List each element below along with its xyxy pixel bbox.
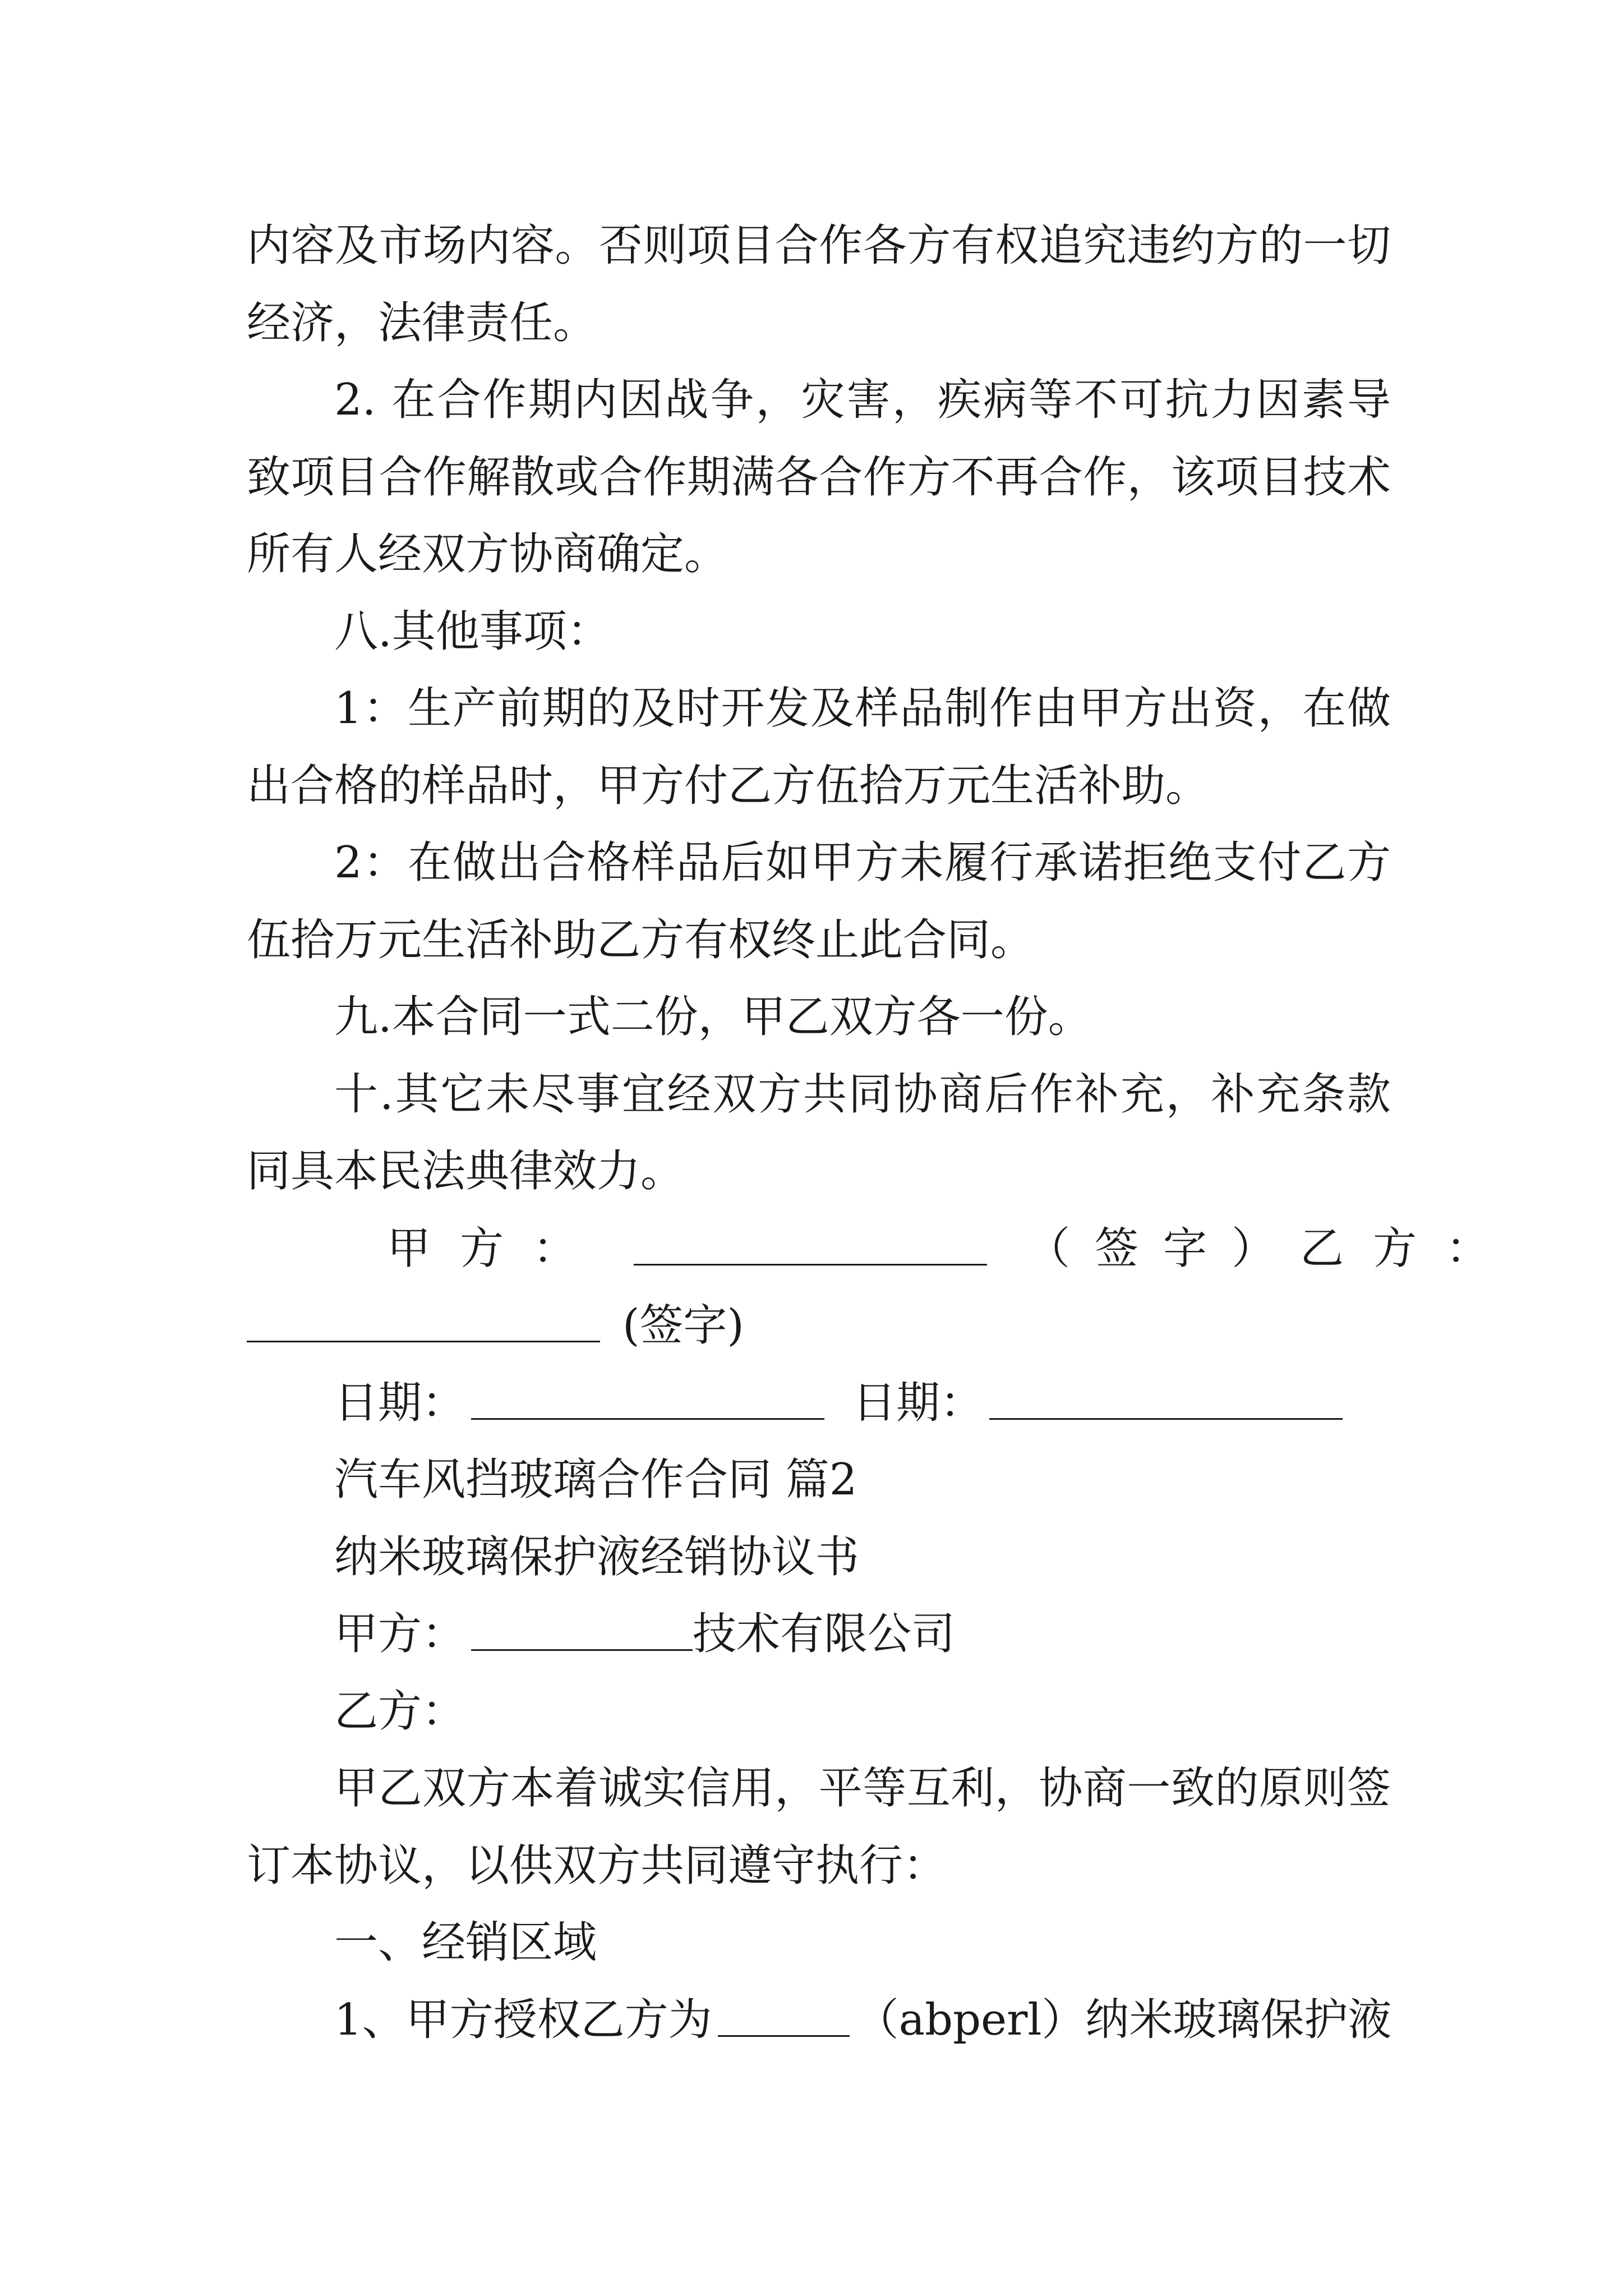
document-page bbox=[247, 208, 1519, 2059]
clause-7-2-line: 2. 在合作期内因战争，灾害，疾病等不可抗力因素导 bbox=[334, 375, 1391, 425]
sign-label: (签字) bbox=[623, 1300, 744, 1351]
signature-line bbox=[247, 1211, 1519, 1288]
paragraph-line: 出合格的样品时，甲方付乙方伍拾万元生活补助。 bbox=[247, 760, 1210, 811]
party-a-signature-label: 甲方： bbox=[387, 1223, 606, 1274]
signature-line-continued bbox=[247, 1287, 1391, 1365]
party-b-signature-blank[interactable] bbox=[247, 1297, 600, 1342]
party-b-signature-label: 乙方： bbox=[1300, 1223, 1519, 1274]
paragraph-line: 同具本民法典律效力。 bbox=[247, 1146, 685, 1197]
paragraph-line: 经济，法律责任。 bbox=[247, 297, 597, 348]
section-8-heading: 八.其他事项： bbox=[334, 606, 611, 657]
party-a-line bbox=[247, 1596, 1391, 1673]
clause-8-1-line: 1：生产前期的及时开发及样品制作由甲方出资，在做 bbox=[334, 683, 1391, 734]
intro-line: 甲乙双方本着诚实信用，平等互利，协商一致的原则签 bbox=[334, 1763, 1391, 1814]
clause-8-2-line: 2：在做出合格样品后如甲方未履行承诺拒绝支付乙方 bbox=[334, 838, 1391, 888]
paragraph-line: 伍拾万元生活补助乙方有权终止此合同。 bbox=[247, 914, 1035, 965]
party-b-line: 乙方： bbox=[334, 1686, 466, 1737]
section-10-line: 十.其它未尽事宜经双方共同协商后作补充，补充条款 bbox=[334, 1069, 1391, 1120]
party-b-date-blank[interactable] bbox=[989, 1374, 1343, 1420]
intro-line: 订本协议，以供双方共同遵守执行： bbox=[247, 1840, 947, 1891]
item-1-prefix: 1、甲方授权乙方为 bbox=[334, 1994, 712, 2045]
date-label: 日期： bbox=[852, 1377, 984, 1428]
item-1-line bbox=[247, 1982, 1391, 2059]
item-1-suffix: （abperl）纳米玻璃保护液 bbox=[855, 1994, 1392, 2045]
party-a-date-blank[interactable] bbox=[471, 1374, 824, 1420]
part-2-heading: 汽车风挡玻璃合作合同 篇2 bbox=[334, 1455, 857, 1505]
section-1-heading: 一、经销区域 bbox=[334, 1917, 597, 1968]
company-suffix: 技术有限公司 bbox=[693, 1609, 956, 1659]
paragraph-line: 所有人经双方协商确定。 bbox=[247, 529, 728, 579]
section-9-line: 九.本合同一式二份，甲乙双方各一份。 bbox=[334, 992, 1092, 1042]
sign-label: （签字） bbox=[1026, 1223, 1301, 1274]
paragraph-line: 致项目合作解散或合作期满各合作方不再合作，该项目技术 bbox=[247, 452, 1391, 503]
agreement-title: 纳米玻璃保护液经销协议书 bbox=[334, 1531, 860, 1582]
authorization-blank[interactable] bbox=[718, 1991, 850, 2037]
paragraph-line: 内容及市场内容。否则项目合作各方有权追究违约方的一切 bbox=[247, 220, 1391, 271]
date-line bbox=[247, 1365, 1391, 1442]
date-label: 日期： bbox=[334, 1377, 466, 1428]
party-a-label: 甲方： bbox=[334, 1609, 466, 1659]
party-a-signature-blank[interactable] bbox=[634, 1220, 987, 1266]
company-name-blank[interactable] bbox=[471, 1605, 693, 1651]
